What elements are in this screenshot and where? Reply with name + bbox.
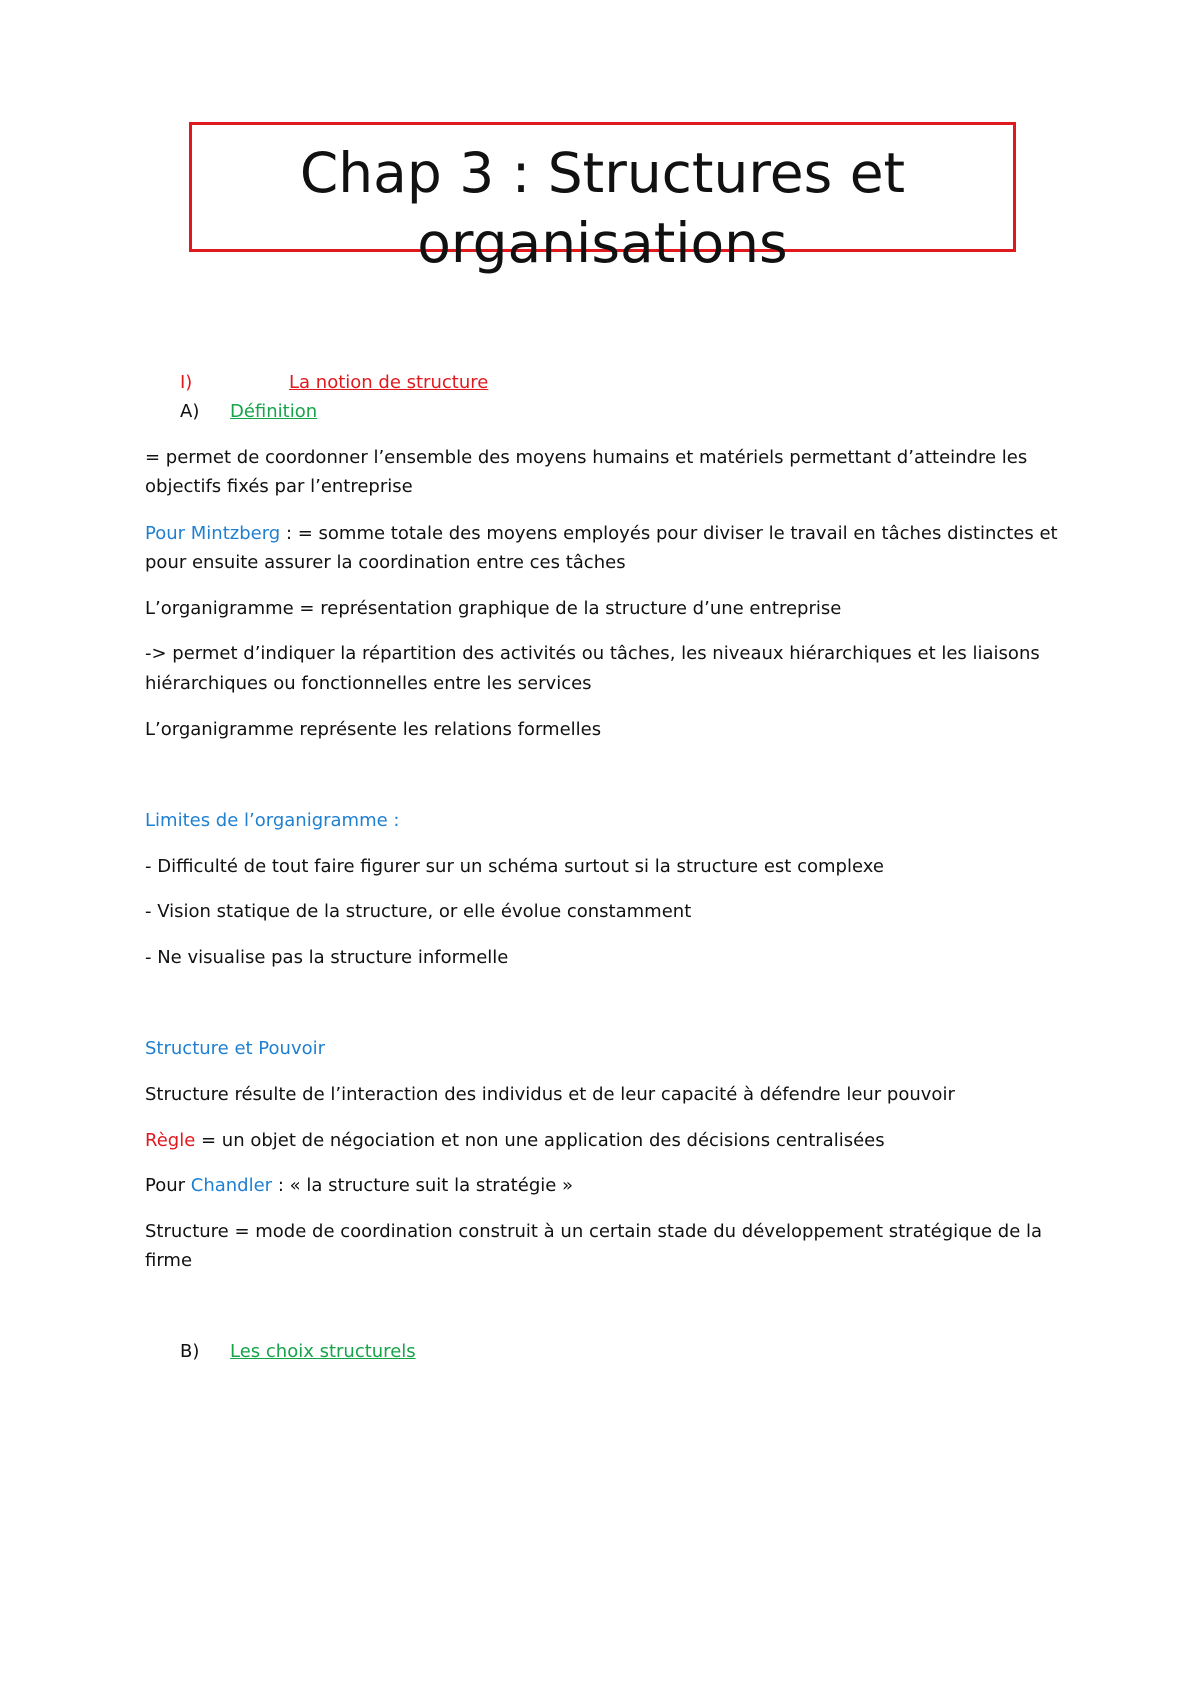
regle-text: = un objet de négociation et non une application des décisions centralisées [195,1130,885,1151]
regle-line [145,1126,885,1156]
mintzberg-text: = somme totale des moyens employés pour diviser le travail en tâches distinctes et [297,523,1058,544]
structure-mode-line-2: firme [145,1250,193,1271]
definition-line-1: = permet de coordonner l’ensemble des moyens humains et matériels permettant d’atteindre les [145,447,1028,468]
permet-line-1: -> permet d’indiquer la répartition des activités ou tâches, les niveaux hiérarchiques et les liaisons [145,643,1040,664]
limites-heading: Limites de l’organigramme : [145,810,400,831]
chandler-prefix: Pour [145,1175,191,1196]
subsection-a-letter: A) [180,401,200,422]
regle-word: Règle [145,1130,196,1151]
section-1-heading [180,368,488,398]
mintzberg-line-1 [145,519,1058,549]
title-line-1: Chap 3 : Structures et [299,141,906,205]
subsection-b-title: Les choix structurels [230,1341,416,1362]
limites-item: - Difficulté de tout faire figurer sur un schéma surtout si la structure est complexe [145,856,884,877]
limites-item: - Vision statique de la structure, or elle évolue constamment [145,901,692,922]
subsection-b-heading [180,1337,416,1367]
subsection-b-letter: B) [180,1341,200,1362]
mintzberg-name: Pour Mintzberg [145,523,281,544]
pouvoir-heading: Structure et Pouvoir [145,1038,326,1059]
definition-line-2: objectifs fixés par l’entreprise [145,476,413,497]
permet-line-2: hiérarchiques ou fonctionnelles entre les services [145,673,592,694]
page-title [189,138,1016,278]
section-1-number: I) [180,372,193,393]
chandler-line [145,1171,573,1201]
mintzberg-line-2: pour ensuite assurer la coordination entre ces tâches [145,552,626,573]
section-1-title: La notion de structure [289,372,489,393]
subsection-a-title: Définition [230,401,318,422]
relations-formelles: L’organigramme représente les relations formelles [145,719,602,740]
structure-mode-line-1: Structure = mode de coordination construit à un certain stade du développement stratégique de la [145,1221,1043,1242]
mintzberg-colon: : [280,523,298,544]
organigramme-definition: L’organigramme = représentation graphique de la structure d’une entreprise [145,598,842,619]
pouvoir-text: Structure résulte de l’interaction des individus et de leur capacité à défendre leur pouvoir [145,1084,955,1105]
title-line-2: organisations [417,211,788,275]
chandler-name: Chandler [190,1175,273,1196]
chandler-quote: : « la structure suit la stratégie » [272,1175,574,1196]
limites-item: - Ne visualise pas la structure informelle [145,947,509,968]
subsection-a-heading [180,397,317,427]
